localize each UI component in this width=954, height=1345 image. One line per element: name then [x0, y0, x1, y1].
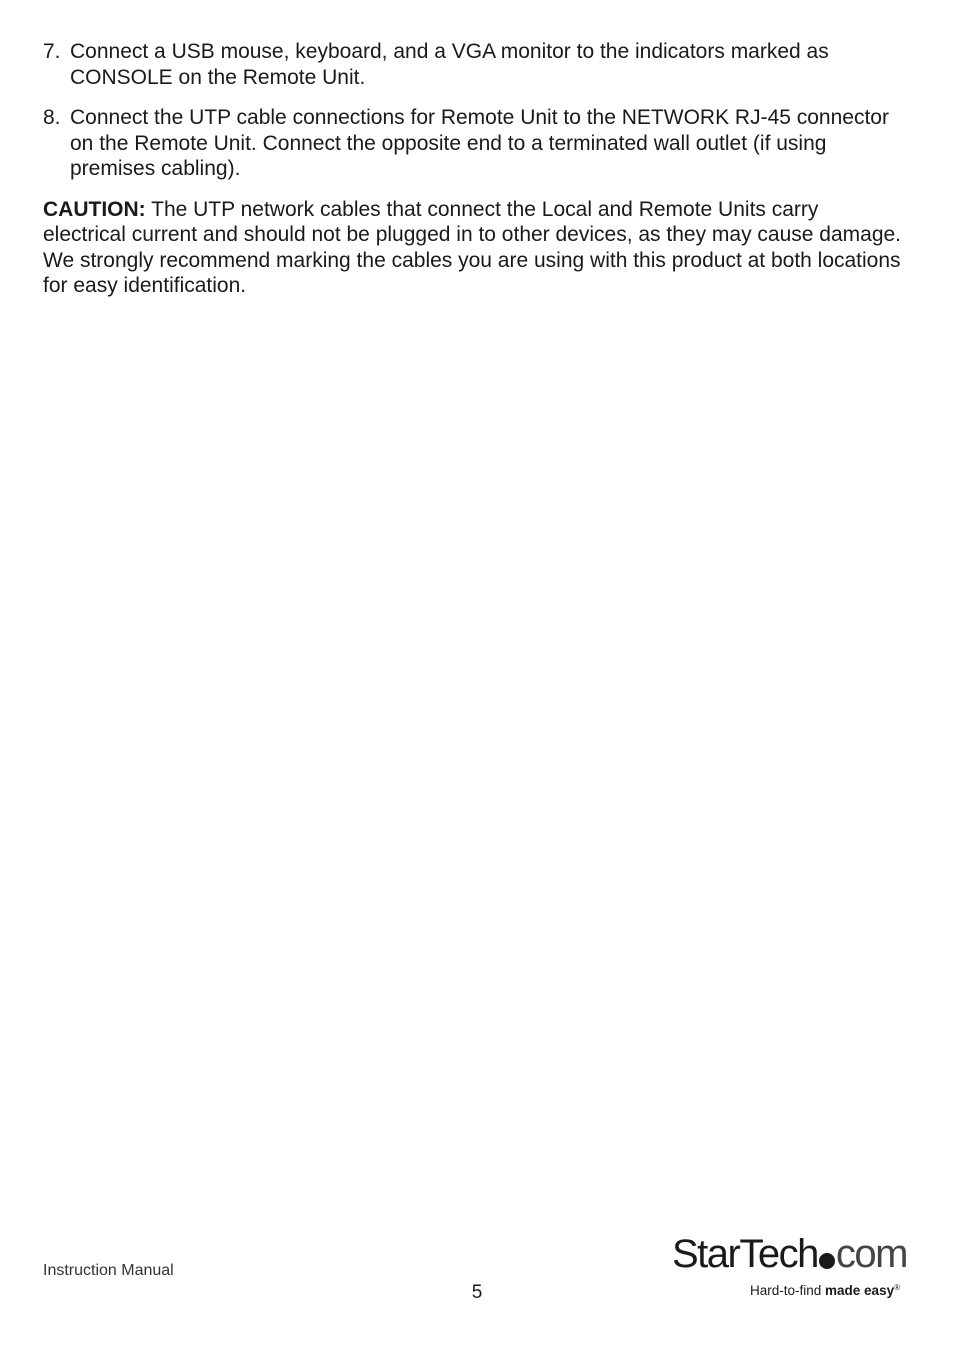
page-content: [43, 39, 903, 299]
caution-paragraph: [43, 197, 903, 299]
logo-tagline-regular: Hard-to-find: [750, 1283, 826, 1298]
page-number: 5: [471, 1282, 483, 1303]
footer-document-title: Instruction Manual: [43, 1262, 174, 1279]
list-item-step-8: [43, 105, 903, 182]
logo-brand-main: StarTech: [672, 1232, 818, 1276]
registered-mark: ®: [894, 1283, 900, 1292]
startech-logo: [672, 1232, 912, 1302]
filled-circle-icon: [819, 1253, 835, 1269]
logo-tagline-bold: made easy: [825, 1283, 895, 1298]
list-item-step-7: [43, 39, 903, 90]
logo-tagline: [750, 1283, 900, 1298]
caution-text: The UTP network cables that connect the Local and Remote Units carry electrical current and should not be plugged in to other devices, as they may cause damage. We strongly recommend marking the cables you are using with this product at both locations for easy identification.: [43, 197, 902, 297]
caution-label: CAUTION:: [43, 197, 146, 221]
step-number: 8.: [43, 106, 61, 129]
step-text: Connect the UTP cable connections for Remote Unit to the NETWORK RJ-45 connector on the Remote Unit. Connect the opposite end to a terminated wall outlet (if using premises cabling).: [70, 106, 889, 180]
step-number: 7.: [43, 40, 61, 63]
logo-brand-suffix: com: [835, 1232, 907, 1276]
logo-brand: [672, 1232, 907, 1276]
step-text: Connect a USB mouse, keyboard, and a VGA monitor to the indicators marked as CONSOLE on the Remote Unit.: [70, 40, 829, 89]
